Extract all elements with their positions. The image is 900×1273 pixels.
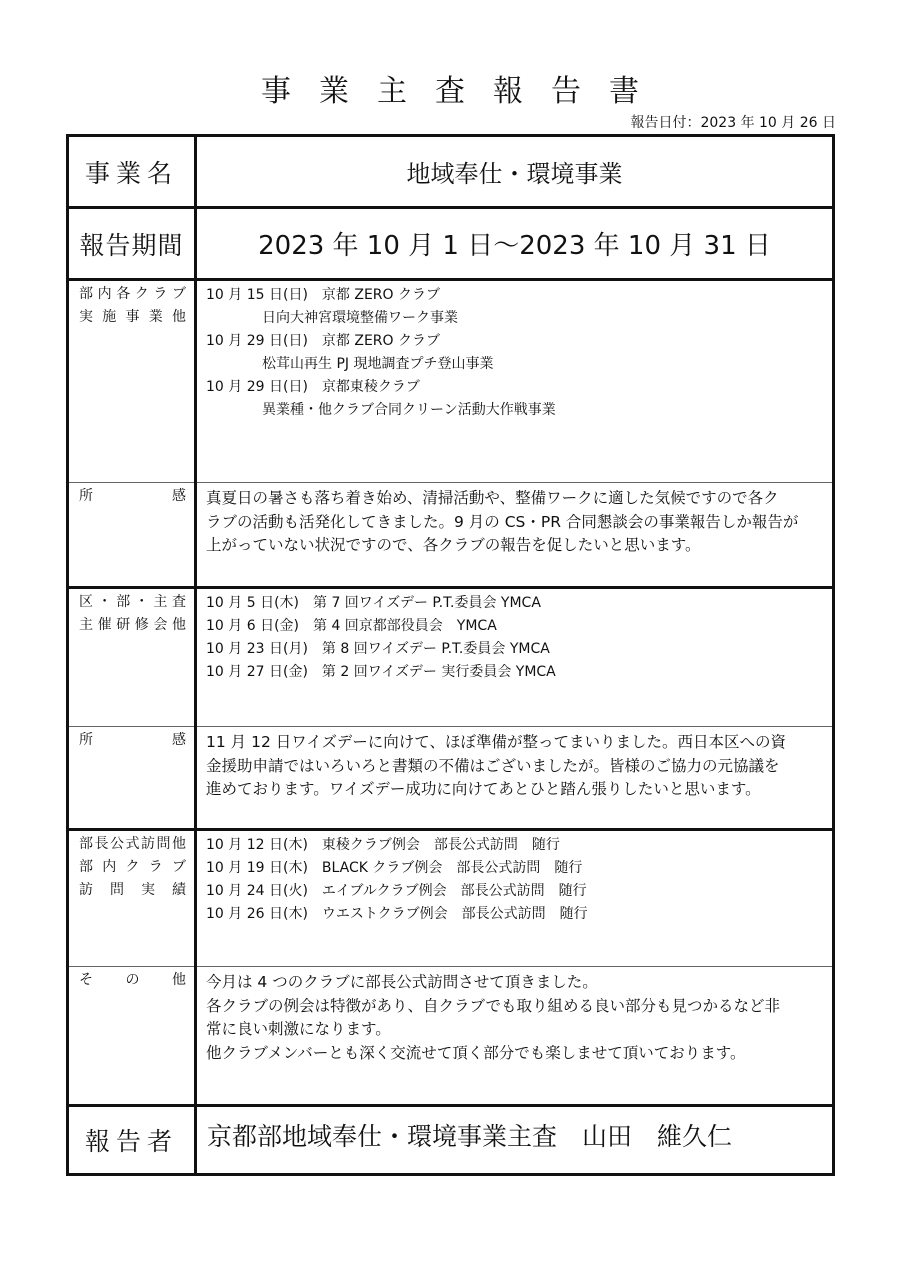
list-item: 10 月 19 日(木) BLACK クラブ例会 部長公式訪問 随行	[206, 860, 583, 876]
impression-1-content	[196, 483, 834, 588]
list-item: 10 月 24 日(火) エイブルクラブ例会 部長公式訪問 随行	[206, 883, 587, 899]
label-line: 部長公式訪問他	[79, 836, 186, 852]
club-projects-label	[68, 280, 196, 483]
project-name-value: 地域奉仕・環境事業	[196, 136, 834, 208]
visits-content	[196, 830, 834, 967]
list-item: 10 月 23 日(月) 第 8 回ワイズデー P.T.委員会 YMCA	[206, 641, 550, 657]
list-item: 10 月 6 日(金) 第 4 回京都部役員会 YMCA	[206, 618, 497, 634]
label-line: 所 感	[79, 488, 186, 504]
label-line: 所 感	[79, 732, 186, 748]
text-line: 進めております。ワイズデー成功に向けてあとひと踏ん張りしたいと思います。	[206, 780, 761, 798]
period-label: 報告期間	[68, 208, 196, 280]
label-line: 訪問実績	[79, 882, 186, 898]
row-other	[68, 967, 834, 1106]
text-line: 各クラブの例会は特徴があり、自クラブでも取り組める良い部分も見つかるなど非	[206, 996, 780, 1015]
row-seminars	[68, 588, 834, 727]
report-table	[66, 134, 835, 1176]
list-item: 日向大神宮環境整備ワーク事業	[262, 310, 458, 326]
list-item: 10 月 5 日(木) 第 7 回ワイズデー P.T.委員会 YMCA	[206, 595, 541, 611]
impression-1-label	[68, 483, 196, 588]
row-impression-1	[68, 483, 834, 588]
seminars-content	[196, 588, 834, 727]
project-name-label: 事業名	[68, 136, 196, 208]
reporter-value: 京都部地域奉仕・環境事業主査 山田 維久仁	[207, 1122, 733, 1151]
other-label	[68, 967, 196, 1106]
period-value: 2023 年 10 月 1 日〜2023 年 10 月 31 日	[196, 208, 834, 280]
row-period	[68, 208, 834, 280]
row-project-name	[68, 136, 834, 208]
label-line: 部内クラブ	[79, 859, 186, 875]
text-line: 今月は 4 つのクラブに部長公式訪問させて頂きました。	[206, 973, 598, 991]
list-item: 10 月 12 日(木) 東稜クラブ例会 部長公式訪問 随行	[206, 837, 560, 853]
list-item: 松茸山再生 PJ 現地調査プチ登山事業	[262, 356, 494, 372]
page-title: 事業主査報告書	[261, 74, 667, 109]
text-line: ラブの活動も活発化してきました。9 月の CS・PR 合同懇談会の事業報告しか報告が	[206, 512, 799, 531]
reporter-label: 報告者	[68, 1106, 196, 1175]
list-item: 10 月 29 日(日) 京都東稜クラブ	[206, 379, 420, 395]
label-line: 主催研修会他	[79, 617, 186, 633]
text-line: 11 月 12 日ワイズデーに向けて、ほぼ準備が整ってまいりました。西日本区への資	[206, 733, 786, 751]
label-line: 区・部・主査	[79, 594, 186, 610]
text-line: 真夏日の暑さも落ち着き始め、清掃活動や、整備ワークに適した気候ですので各ク	[206, 489, 779, 507]
text-line: 常に良い刺激になります。	[206, 1020, 391, 1038]
row-impression-2	[68, 727, 834, 830]
label-line: 実施事業他	[79, 309, 186, 325]
impression-2-label	[68, 727, 196, 830]
label-line: そ の 他	[79, 972, 186, 988]
text-line: 上がっていない状況ですので、各クラブの報告を促したいと思います。	[206, 536, 701, 554]
list-item: 10 月 26 日(木) ウエストクラブ例会 部長公式訪問 随行	[206, 906, 588, 922]
impression-2-content	[196, 727, 834, 830]
other-content	[196, 967, 834, 1106]
visits-label	[68, 830, 196, 967]
list-item: 10 月 15 日(日) 京都 ZERO クラブ	[206, 287, 440, 303]
list-item: 10 月 27 日(金) 第 2 回ワイズデー 実行委員会 YMCA	[206, 664, 556, 680]
text-line: 他クラブメンバーとも深く交流せて頂く部分でも楽しませて頂いております。	[206, 1043, 746, 1062]
label-line: 部内各クラブ	[79, 286, 186, 302]
text-line: 金援助申請ではいろいろと書類の不備はございましたが。皆様のご協力の元協議を	[206, 756, 780, 775]
row-visits	[68, 830, 834, 967]
row-reporter	[68, 1106, 834, 1175]
seminars-label	[68, 588, 196, 727]
list-item: 10 月 29 日(日) 京都 ZERO クラブ	[206, 333, 440, 349]
row-club-projects	[68, 280, 834, 483]
report-date: 報告日付：2023 年 10 月 26 日	[630, 115, 836, 131]
club-projects-content	[196, 280, 834, 483]
list-item: 異業種・他クラブ合同クリーン活動大作戦事業	[262, 402, 556, 418]
